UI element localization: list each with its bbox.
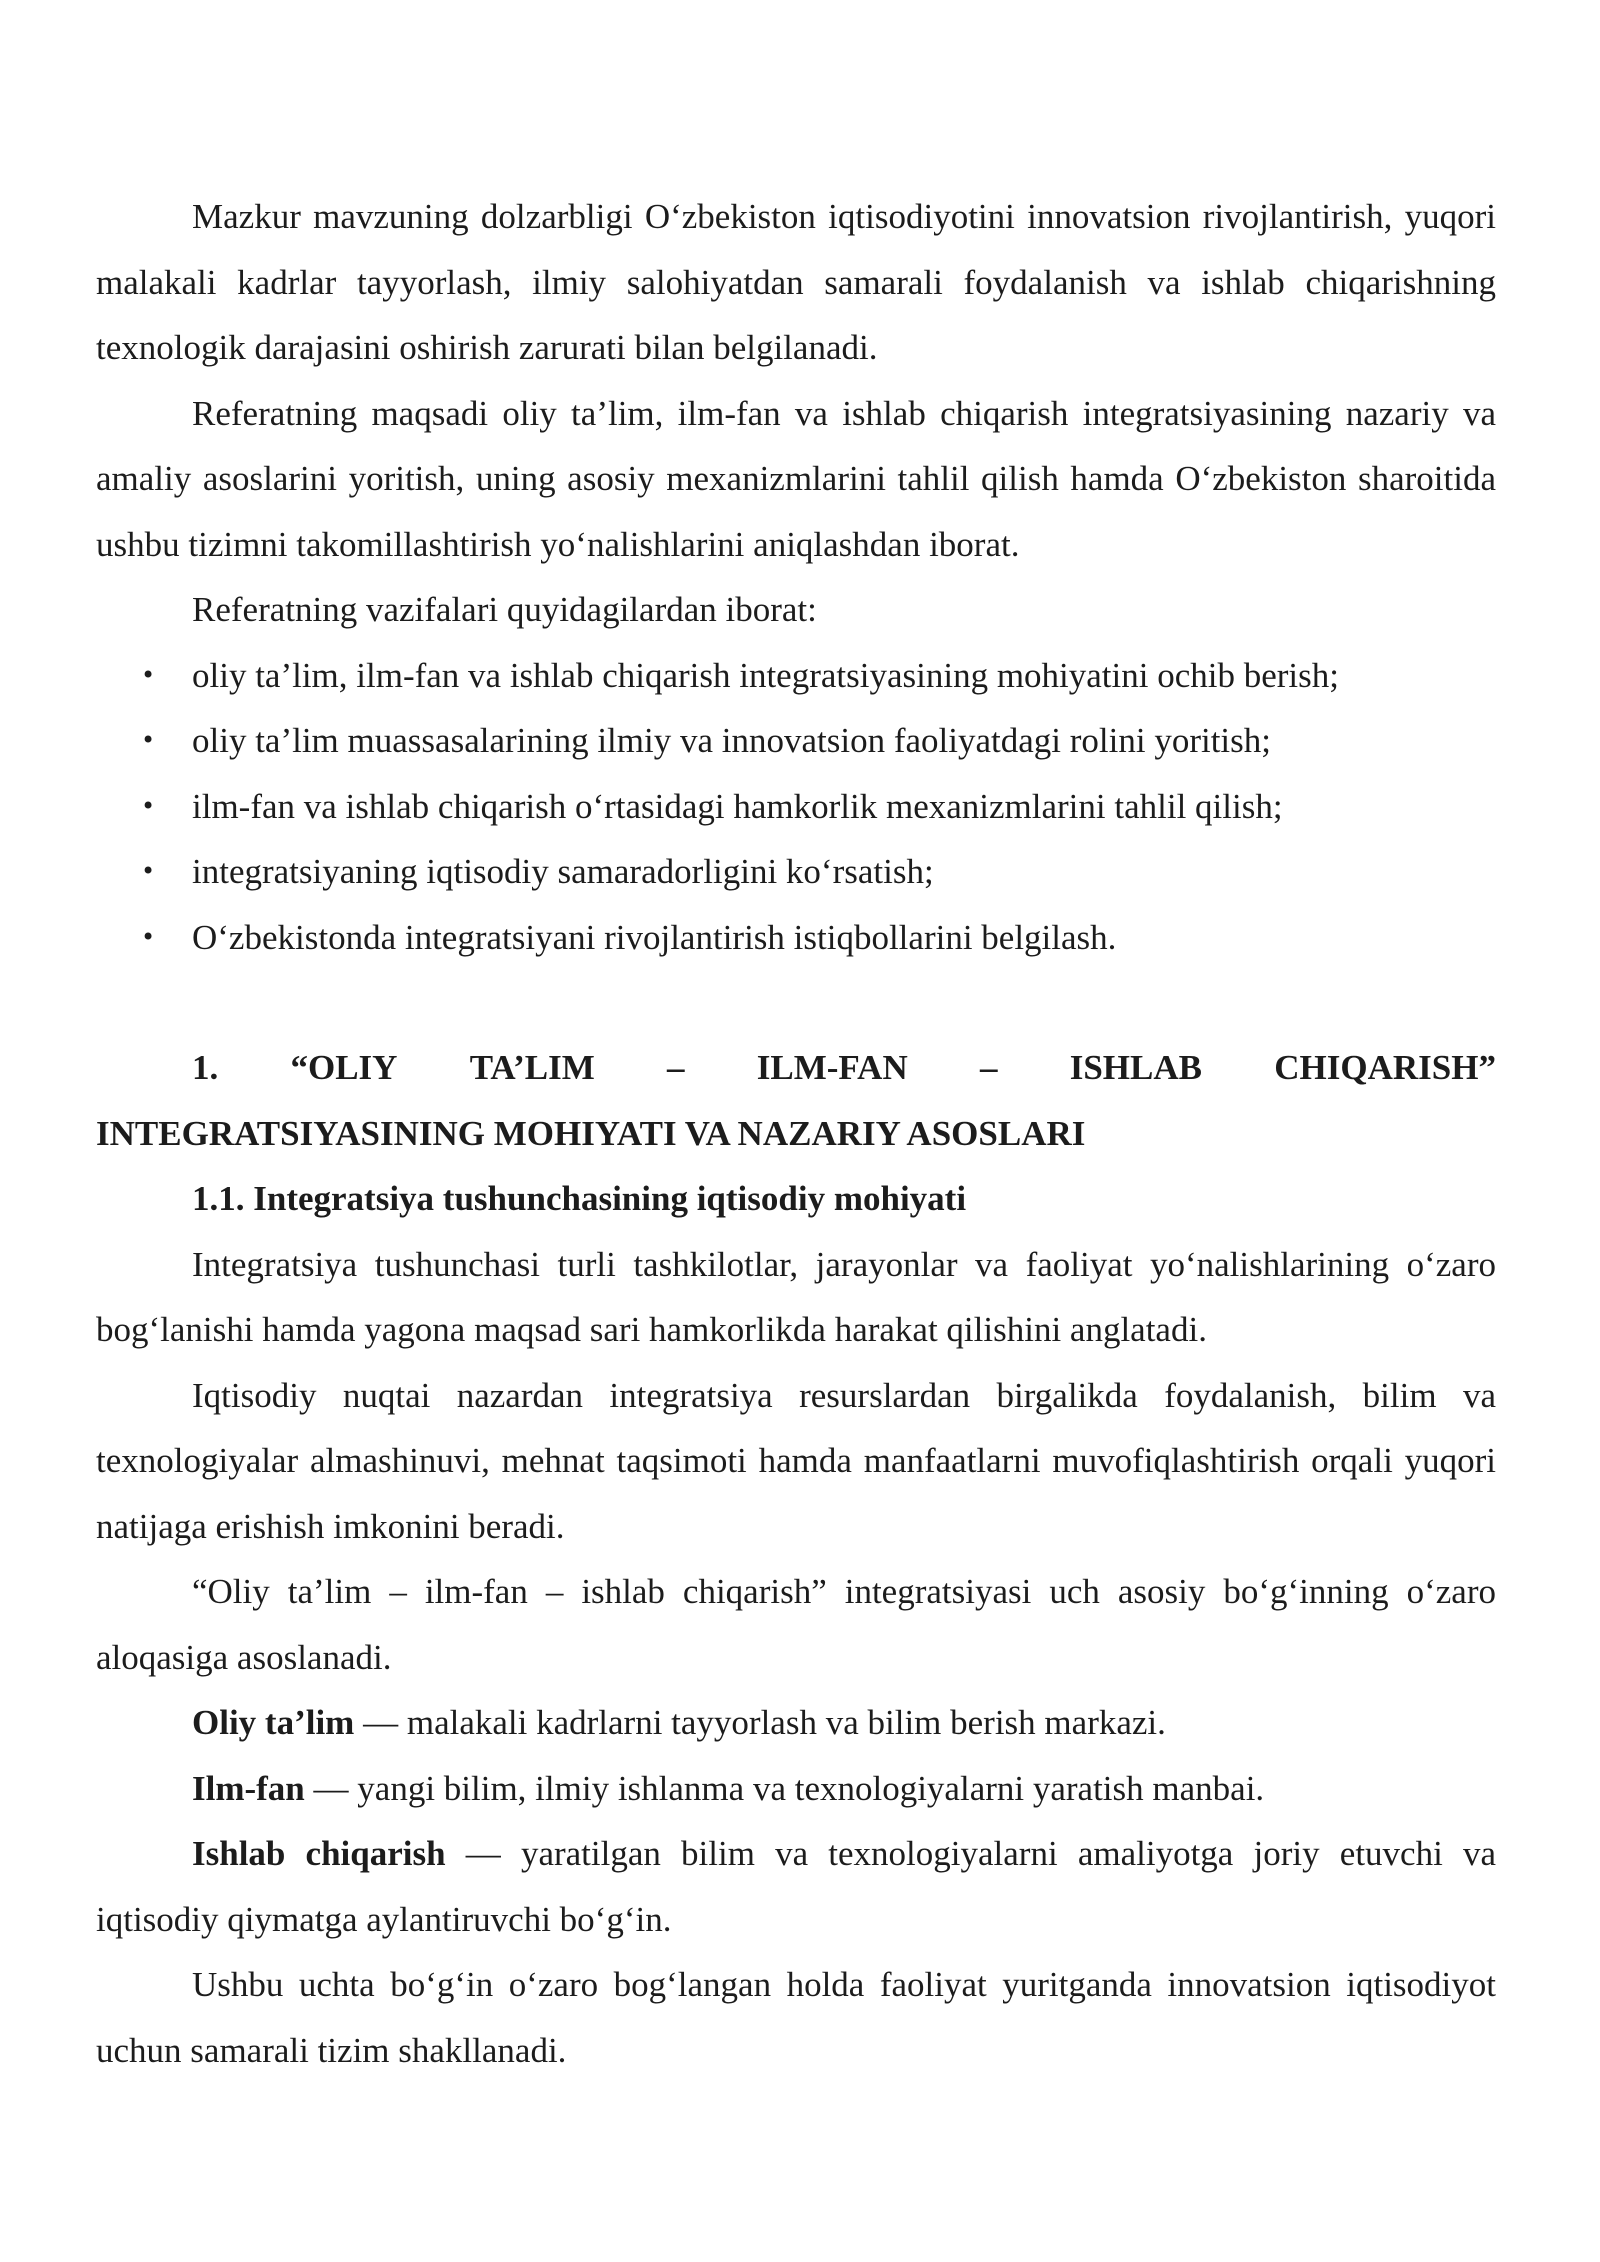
heading-word: TA’LIM xyxy=(469,1048,595,1087)
paragraph-relevance: Mazkur mavzuning dolzarbligi O‘zbekiston iqtisodiyotini innovatsion rivojlantirish, yuqori malakali kadrlar tayyorlash, ilmiy salohiyatdan samarali foydalanish va ishlab chiqarishning texnologik darajasini oshirish zarurati bilan belgilanadi. xyxy=(96,197,1496,367)
definition-term: Ishlab chiqarish xyxy=(192,1834,446,1873)
paragraph-closing: Ushbu uchta bo‘g‘in o‘zaro bog‘langan holda faoliyat yuritganda innovatsion iqtisodiyot uchun samarali tizim shakllanadi. xyxy=(96,1965,1496,2070)
list-item xyxy=(96,643,1496,709)
heading-word: ISHLAB xyxy=(1069,1048,1202,1087)
list-item xyxy=(96,905,1496,971)
task-list xyxy=(96,643,1496,971)
heading-word: ILM-FAN xyxy=(756,1048,908,1087)
list-item xyxy=(96,774,1496,840)
bullet-icon: • xyxy=(141,660,156,689)
document-page xyxy=(96,184,1496,2083)
section-spacer xyxy=(96,970,1496,1035)
subsection-heading: 1.1. Integratsiya tushunchasining iqtisodiy mohiyati xyxy=(192,1179,967,1218)
list-item-text: ilm-fan va ishlab chiqarish o‘rtasidagi hamkorlik mexanizmlarini tahlil qilish; xyxy=(192,786,1283,826)
paragraph-tasks-intro: Referatning vazifalari quyidagilardan iborat: xyxy=(192,590,817,629)
heading-word: “OLIY xyxy=(290,1048,398,1087)
definition-text: — yangi bilim, ilmiy ishlanma va texnologiyalarni yaratish manbai. xyxy=(304,1768,1265,1808)
bullet-icon: • xyxy=(141,726,156,754)
list-item-text: integratsiyaning iqtisodiy samaradorligini ko‘rsatish; xyxy=(192,852,934,891)
heading-word: CHIQARISH” xyxy=(1274,1048,1496,1087)
bullet-icon: • xyxy=(141,791,156,820)
heading-word: – xyxy=(667,1048,685,1087)
list-item-text: oliy ta’lim, ilm-fan va ishlab chiqarish integratsiyasining mohiyatini ochib berish; xyxy=(192,655,1340,695)
paragraph-goal: Referatning maqsadi oliy ta’lim, ilm-fan va ishlab chiqarish integratsiyasining nazariy va amaliy asoslarini yoritish, uning asosiy mexanizmlarini tahlil qilish hamda O‘zbekiston sharoitida ushbu tizimni takomillashtirish yo‘nalishlarini aniqlashdan iborat. xyxy=(96,393,1496,564)
bullet-icon: • xyxy=(141,857,156,885)
section-heading-continued: INTEGRATSIYASINING MOHIYATI VA NAZARIY ASOSLARI xyxy=(96,1113,1086,1153)
paragraph-integration-concept: Integratsiya tushunchasi turli tashkilotlar, jarayonlar va faoliyat yo‘nalishlarining o‘zaro bog‘lanishi hamda yagona maqsad sari hamkorlikda harakat qilishini anglatadi. xyxy=(96,1244,1496,1349)
definition-term: Oliy ta’lim xyxy=(192,1703,355,1742)
paragraph-three-links: “Oliy ta’lim – ilm-fan – ishlab chiqarish” integratsiyasi uch asosiy bo‘g‘inning o‘zaro aloqasiga asoslanadi. xyxy=(96,1572,1496,1677)
definition-science xyxy=(96,1756,1496,1822)
heading-word: 1. xyxy=(192,1048,219,1087)
list-item-text: O‘zbekistonda integratsiyani rivojlantirish istiqbollarini belgilash. xyxy=(192,917,1117,957)
bullet-icon: • xyxy=(141,922,156,951)
definition-higher-education xyxy=(96,1690,1496,1756)
paragraph-economic-view: Iqtisodiy nuqtai nazardan integratsiya resurslardan birgalikda foydalanish, bilim va texnologiyalar almashinuvi, mehnat taqsimoti hamda manfaatlarni muvofiqlashtirish orqali yuqori natijaga erishish imkonini beradi. xyxy=(96,1375,1496,1546)
definition-text: — malakali kadrlarni tayyorlash va bilim berish markazi. xyxy=(354,1703,1166,1742)
list-item-text: oliy ta’lim muassasalarining ilmiy va innovatsion faoliyatdagi rolini yoritish; xyxy=(192,721,1272,760)
list-item xyxy=(96,839,1496,905)
section-heading xyxy=(96,1035,1496,1101)
definition-text: — yaratilgan bilim va texnologiyalarni amaliyotga joriy etuvchi va iqtisodiy qiymatga aylantiruvchi bo‘g‘in. xyxy=(96,1834,1496,1939)
definition-term: Ilm-fan xyxy=(192,1768,305,1808)
list-item xyxy=(96,708,1496,774)
definition-production xyxy=(96,1821,1496,1952)
heading-word: – xyxy=(979,1048,998,1087)
